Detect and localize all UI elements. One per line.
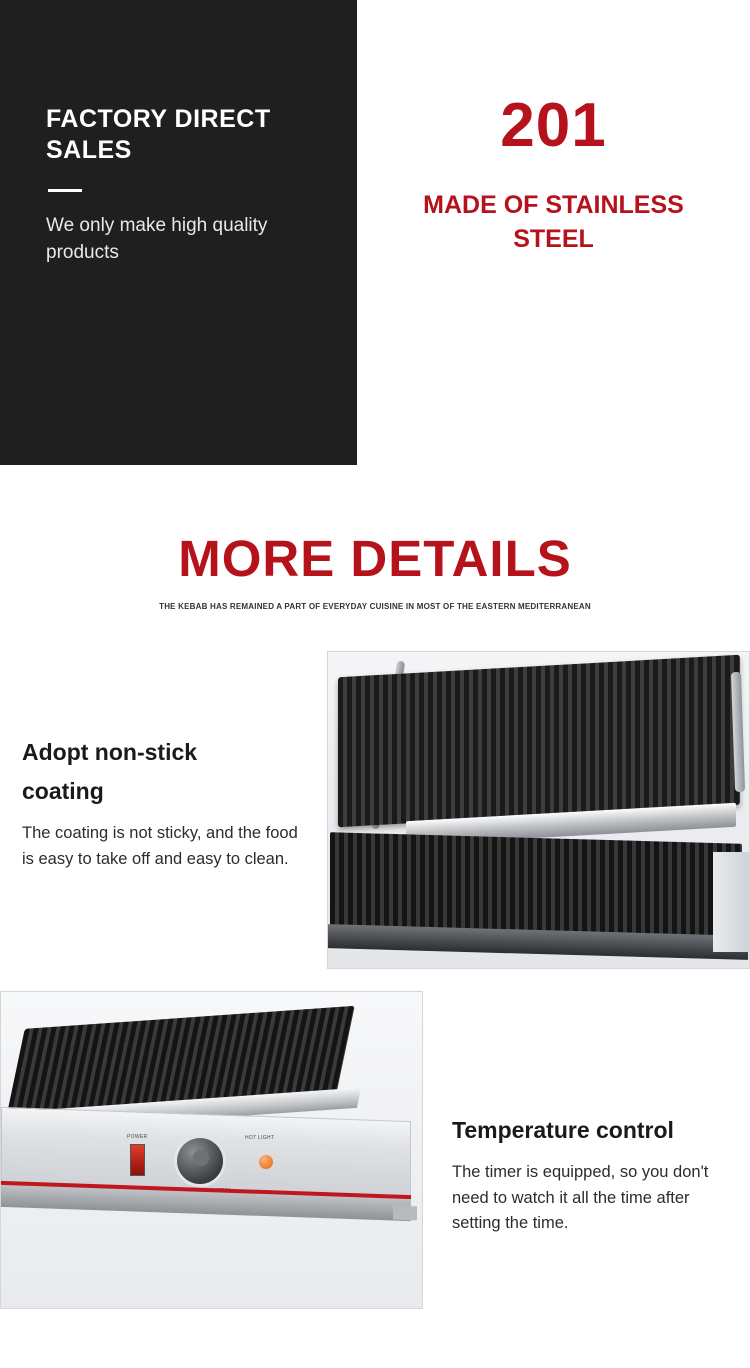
grill-panel-illustration — [1, 992, 422, 1308]
grill-side-panel — [713, 852, 749, 952]
material-grade-number: 201 — [500, 91, 607, 160]
top-banner — [0, 0, 750, 465]
feature-temperature-control — [0, 991, 750, 1311]
feature-two-text — [452, 1111, 737, 1237]
section-subtitle: THE KEBAB HAS REMAINED A PART OF EVERYDAY CUISINE IN MOST OF THE EASTERN MEDITERRANEAN — [159, 602, 591, 611]
hot-light-label: HOT LIGHT — [245, 1135, 275, 1141]
indicator-lamp-icon — [259, 1155, 273, 1169]
feature-one-text — [22, 733, 312, 872]
feature-one-title-line1: Adopt non-stick — [22, 739, 198, 765]
banner-left-panel — [0, 0, 357, 465]
feature-two-body: The timer is equipped, so you don't need to watch it all the time after setting the time. — [452, 1163, 709, 1233]
grill-control-panel-photo — [0, 991, 423, 1309]
material-description: MADE OF STAINLESS STEEL — [423, 191, 684, 253]
feature-two-title: Temperature control — [452, 1117, 674, 1143]
temperature-knob-center — [193, 1150, 209, 1166]
grill-illustration — [328, 652, 749, 968]
feature-one-title-line2: coating — [22, 778, 104, 805]
section-title: MORE DETAILS — [178, 530, 572, 587]
grill-foot — [393, 1206, 417, 1221]
grill-open-photo — [327, 651, 750, 969]
feature-non-stick-coating — [0, 651, 750, 971]
power-switch-icon[interactable] — [130, 1144, 145, 1176]
more-details-header — [0, 465, 750, 611]
feature-one-body: The coating is not sticky, and the food is easy to take off and easy to clean. — [22, 824, 298, 868]
grill-upper-plate — [338, 655, 740, 827]
banner-divider — [48, 189, 82, 192]
banner-subtext: We only make high quality products — [46, 214, 268, 264]
banner-headline: FACTORY DIRECT SALES — [46, 105, 271, 165]
banner-right-panel — [357, 0, 750, 465]
power-switch-label: POWER — [127, 1134, 148, 1140]
